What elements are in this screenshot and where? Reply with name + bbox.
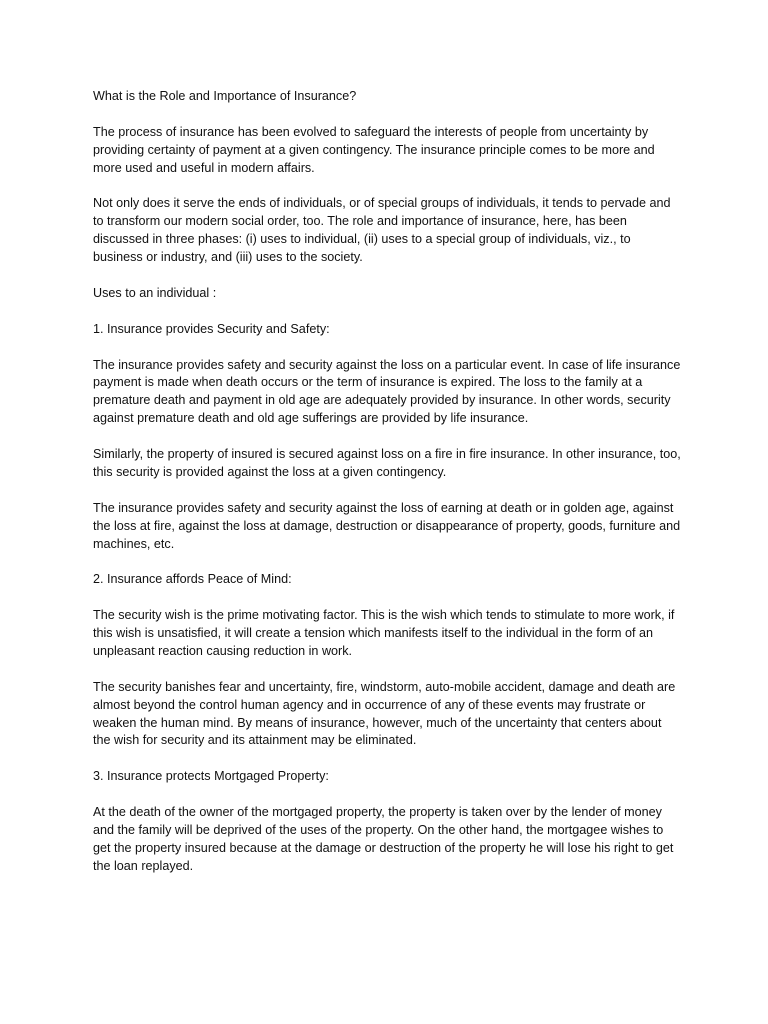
point-1-paragraph-3: The insurance provides safety and security against the loss of earning at death or in golden age, against the loss at fire, against the loss at damage, destruction or disappearance of property, goods, furniture and machines, etc. <box>93 500 681 551</box>
document-page <box>93 88 681 894</box>
document-title: What is the Role and Importance of Insurance? <box>93 89 357 103</box>
point-2-paragraph-2: The security banishes fear and uncertainty, fire, windstorm, auto-mobile accident, damage and death are almost beyond the control human agency and in occurrence of any of these events may frustrate or weaken the human mind. By means of insurance, however, much of the uncertainty that centers about the wish for security and its attainment may be eliminated. <box>93 679 676 748</box>
point-2-paragraph-1: The security wish is the prime motivating factor. This is the wish which tends to stimulate to more work, if this wish is unsatisfied, it will create a tension which manifests itself to the individual in the form of an unpleasant reaction causing reduction in work. <box>93 608 675 658</box>
point-1-heading: 1. Insurance provides Security and Safety: <box>93 321 330 336</box>
intro-paragraph-2: Not only does it serve the ends of individuals, or of special groups of individuals, it tends to pervade and to transform our modern social order, too. The role and importance of insurance, here, has been discussed in three phases: (i) uses to individual, (ii) uses to a special group of individuals, viz., to business or industry, and (iii) uses to the society. <box>93 196 671 265</box>
point-1-paragraph-2: Similarly, the property of insured is secured against loss on a fire in fire insurance. In other insurance, too, this security is provided against the loss at a given contingency. <box>93 447 681 479</box>
intro-paragraph-1: The process of insurance has been evolved to safeguard the interests of people from uncertainty by providing certainty of payment at a given contingency. The insurance principle comes to be more and more used and useful in modern affairs. <box>93 124 655 175</box>
point-2-heading: 2. Insurance affords Peace of Mind: <box>93 572 292 587</box>
section-label: Uses to an individual : <box>93 285 217 300</box>
point-3-heading: 3. Insurance protects Mortgaged Property: <box>93 769 329 784</box>
point-1-paragraph-1: The insurance provides safety and security against the loss on a particular event. In case of life insurance payment is made when death occurs or the term of insurance is expired. The loss to the family at a premature death and payment in old age are adequately provided by insurance. In other words, security against premature death and old age sufferings are provided by life insurance. <box>93 357 681 426</box>
point-3-paragraph-1: At the death of the owner of the mortgaged property, the property is taken over by the lender of money and the family will be deprived of the uses of the property. On the other hand, the mortgagee wishes to get the property insured because at the damage or destruction of the property he will lose his right to get the loan replayed. <box>93 805 674 873</box>
